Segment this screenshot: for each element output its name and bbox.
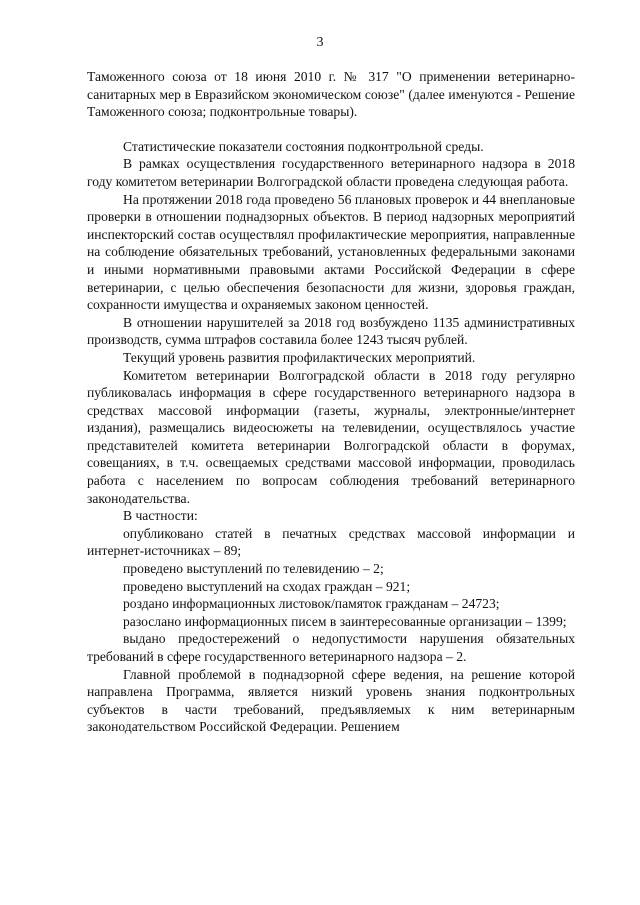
list-item: проведено выступлений по телевидению – 2; [123, 561, 384, 577]
paragraph: Комитетом ветеринарии Волгоградской области в 2018 году регулярно публиковалась информация в сфере государственного ветеринарного надзора в средствах массовой информации (газеты, журналы, электронные/интернет издания), размещались видеосюжеты на телевидении, осуществлялось участие представителей комитета ветеринарии Волгоградской области в форумах, совещаниях, в т.ч. освещаемых средствами массовой информации, проводилась работа с населением по вопросам соблюдения требований ветеринарного законодательства. [87, 367, 575, 506]
paragraph: На протяжении 2018 года проведено 56 плановых проверок и 44 внеплановые проверки в отношении поднадзорных объектов. В период надзорных мероприятий инспекторский состав осуществлял профилактические мероприятия, направленные на соблюдение обязательных требований, установленных федеральными законами и иными нормативными правовыми актами Российской Федерации в сфере ветеринарии, с целью обеспечения безопасности для жизни, здоровья граждан, сохранности имущества и охраняемых законом ценностей. [87, 191, 575, 313]
list-item: разослано информационных писем в заинтересованные организации – 1399; [123, 613, 567, 629]
section-heading-prevention: Текущий уровень развития профилактических мероприятий. [123, 349, 476, 365]
list-item: выдано предостережений о недопустимости нарушения обязательных требований в сфере государственного ветеринарного надзора – 2. [87, 631, 575, 664]
document-body [87, 68, 575, 736]
paragraph: В рамках осуществления государственного ветеринарного надзора в 2018 году комитетом ветеринарии Волгоградской области проведена следующая работа. [87, 156, 575, 189]
paragraph: Главной проблемой в поднадзорной сфере ведения, на решение которой направлена Программа, является низкий уровень знания подконтрольных субъектов в части требований, предъявляемых к ним ветеринарным законодательством Российской Федерации. Решением [87, 666, 575, 735]
list-item: роздано информационных листовок/памяток гражданам – 24723; [123, 596, 500, 612]
page-number: 3 [316, 35, 324, 50]
list-intro: В частности: [123, 508, 198, 524]
section-heading-statistics: Статистические показатели состояния подконтрольной среды. [123, 138, 484, 154]
list-item: опубликовано статей в печатных средствах массовой информации и интернет-источниках – 89; [87, 525, 575, 559]
list-item: проведено выступлений на сходах граждан – 921; [123, 578, 411, 594]
paragraph-continuation: Таможенного союза от 18 июня 2010 г. № 317 "О применении ветеринарно-санитарных мер в Евразийском экономическом союзе" (далее именуются - Решение Таможенного союза; подконтрольные товары). [87, 69, 575, 120]
paragraph: В отношении нарушителей за 2018 год возбуждено 1135 административных производств, сумма штрафов составила более 1243 тысяч рублей. [87, 314, 575, 348]
